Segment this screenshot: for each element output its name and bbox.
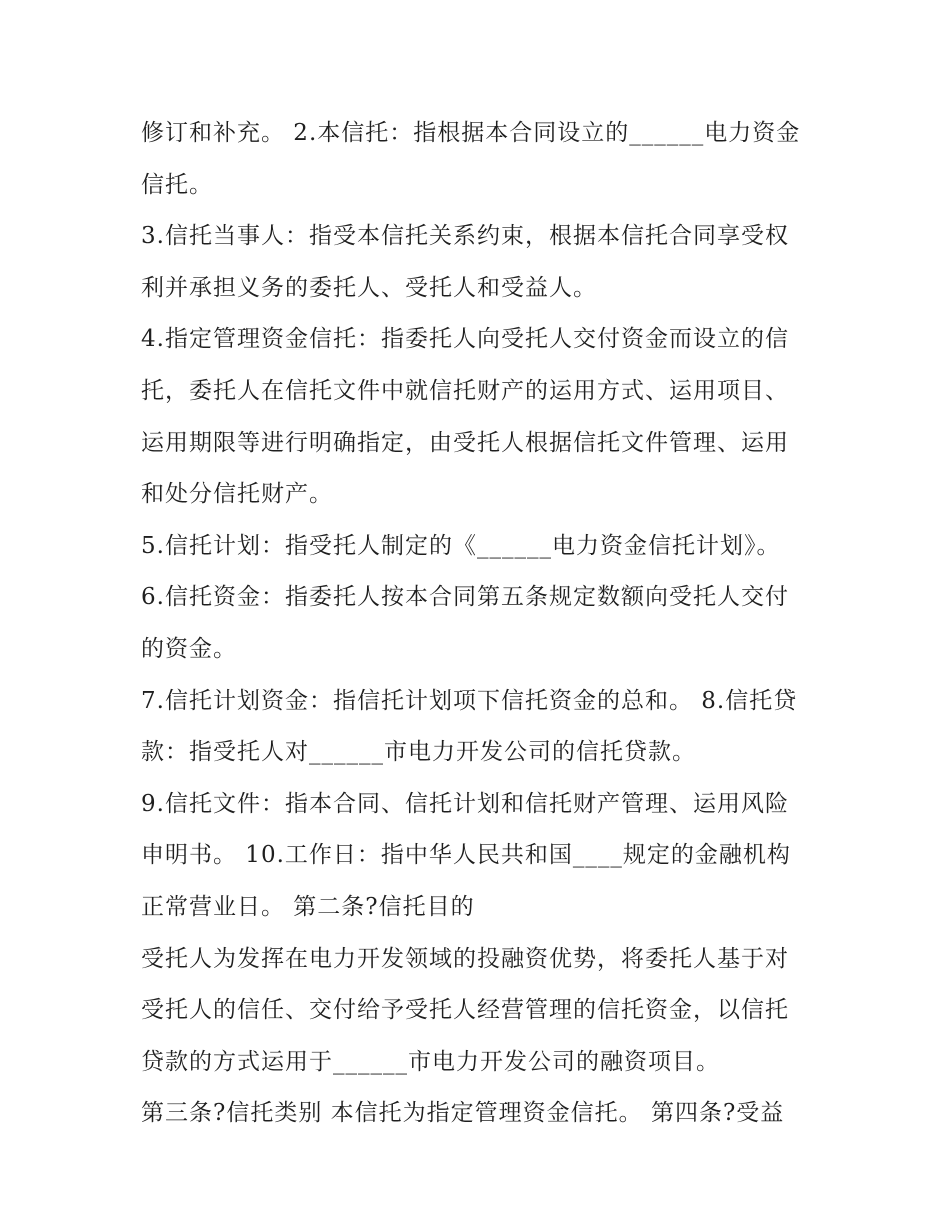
text-line: 款：指受托人对______市电力开发公司的信托贷款。	[141, 739, 696, 766]
text-line: 5.信托计划：指受托人制定的《______电力资金信托计划》。	[141, 532, 781, 559]
text-line: 和处分信托财产。	[141, 481, 333, 508]
text-line: 正常营业日。 第二条?信托目的	[141, 893, 475, 920]
text-line: 9.信托文件：指本合同、信托计划和信托财产管理、运用风险	[141, 790, 789, 817]
text-line: 3.信托当事人：指受本信托关系约束，根据本信托合同享受权	[141, 223, 789, 250]
text-line: 7.信托计划资金：指信托计划项下信托资金的总和。 8.信托贷	[141, 687, 798, 714]
text-line: 利并承担义务的委托人、受托人和受益人。	[141, 274, 597, 301]
text-line: 托，委托人在信托文件中就信托财产的运用方式、运用项目、	[141, 377, 789, 404]
text-line: 4.指定管理资金信托：指委托人向受托人交付资金而设立的信	[141, 326, 789, 353]
text-line: 申明书。 10.工作日：指中华人民共和国____规定的金融机构	[141, 842, 791, 869]
text-line: 运用期限等进行明确指定，由受托人根据信托文件管理、运用	[141, 429, 789, 456]
text-line: 信托。	[141, 171, 213, 198]
text-line: 的资金。	[141, 635, 237, 662]
text-line: 修订和补充。 2.本信托：指根据本合同设立的______电力资金	[141, 120, 801, 146]
text-line: 受托人的信任、交付给予受托人经营管理的信托资金，以信托	[141, 997, 789, 1024]
text-line: 第三条?信托类别 本信托为指定管理资金信托。 第四条?受益	[141, 1100, 785, 1127]
text-line: 6.信托资金：指委托人按本合同第五条规定数额向受托人交付	[141, 584, 789, 611]
document-body	[141, 108, 821, 1140]
text-line: 贷款的方式运用于______市电力开发公司的融资项目。	[141, 1048, 720, 1075]
text-line: 受托人为发挥在电力开发领域的投融资优势，将委托人基于对	[141, 945, 789, 972]
